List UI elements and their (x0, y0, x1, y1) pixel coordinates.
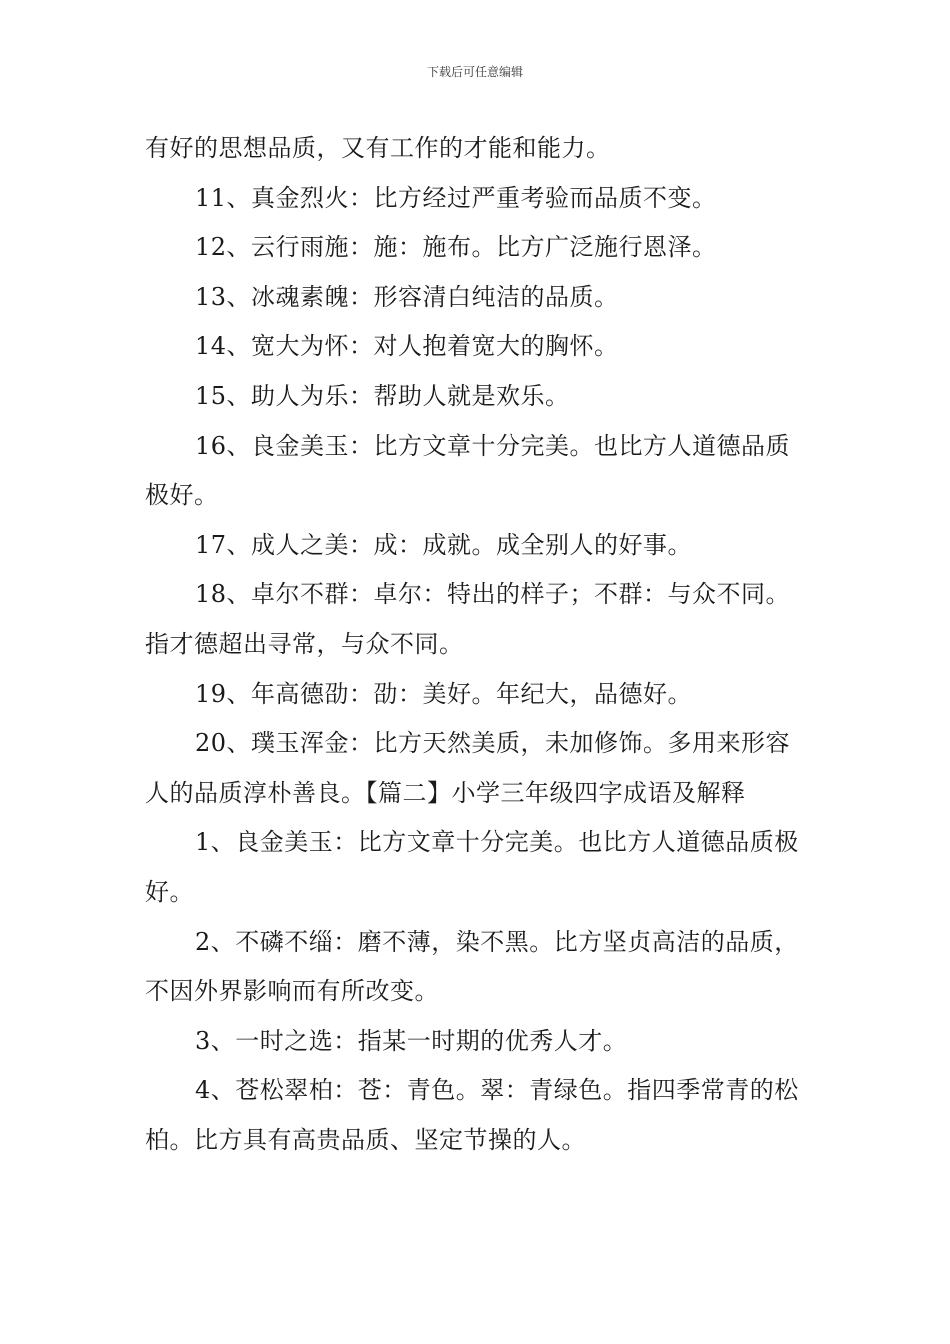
paragraph: 18、卓尔不群：卓尔：特出的样子；不群：与众不同。指才德超出寻常，与众不同。 (145, 580, 791, 658)
paragraph: 3、一时之选：指某一时期的优秀人才。 (195, 1026, 628, 1055)
document-body (145, 124, 810, 1165)
paragraph: 11、真金烈火：比方经过严重考验而品质不变。 (195, 183, 717, 212)
paragraph: 14、宽大为怀：对人抱着宽大的胸怀。 (195, 332, 619, 361)
paragraph: 15、助人为乐：帮助人就是欢乐。 (195, 381, 570, 410)
paragraph: 2、不磷不缁：磨不薄，染不黑。比方坚贞高洁的品质，不因外界影响而有所改变。 (145, 927, 799, 1006)
paragraph: 20、璞玉浑金：比方天然美质，未加修饰。多用来形容人的品质淳朴善良。【篇二】小学三年级四字成语及解释 (145, 729, 791, 807)
paragraph: 19、年高德劭：劭：美好。年纪大，品德好。 (195, 679, 693, 708)
paragraph: 12、云行雨施：施：施布。比方广泛施行恩泽。 (195, 233, 717, 262)
paragraph: 1、良金美玉：比方文章十分完美。也比方人道德品质极好。 (145, 828, 799, 906)
paragraph: 13、冰魂素魄：形容清白纯洁的品质。 (195, 282, 619, 311)
paragraph: 有好的思想品质，又有工作的才能和能力。 (145, 134, 611, 162)
paragraph: 16、良金美玉：比方文章十分完美。也比方人道德品质极好。 (145, 431, 791, 510)
paragraph: 17、成人之美：成：成就。成全别人的好事。 (195, 530, 693, 559)
paragraph: 4、苍松翠柏：苍：青色。翠：青绿色。指四季常青的松柏。比方具有高贵品质、坚定节操的人。 (145, 1076, 799, 1154)
page-header: 下载后可任意编辑 (426, 65, 523, 79)
